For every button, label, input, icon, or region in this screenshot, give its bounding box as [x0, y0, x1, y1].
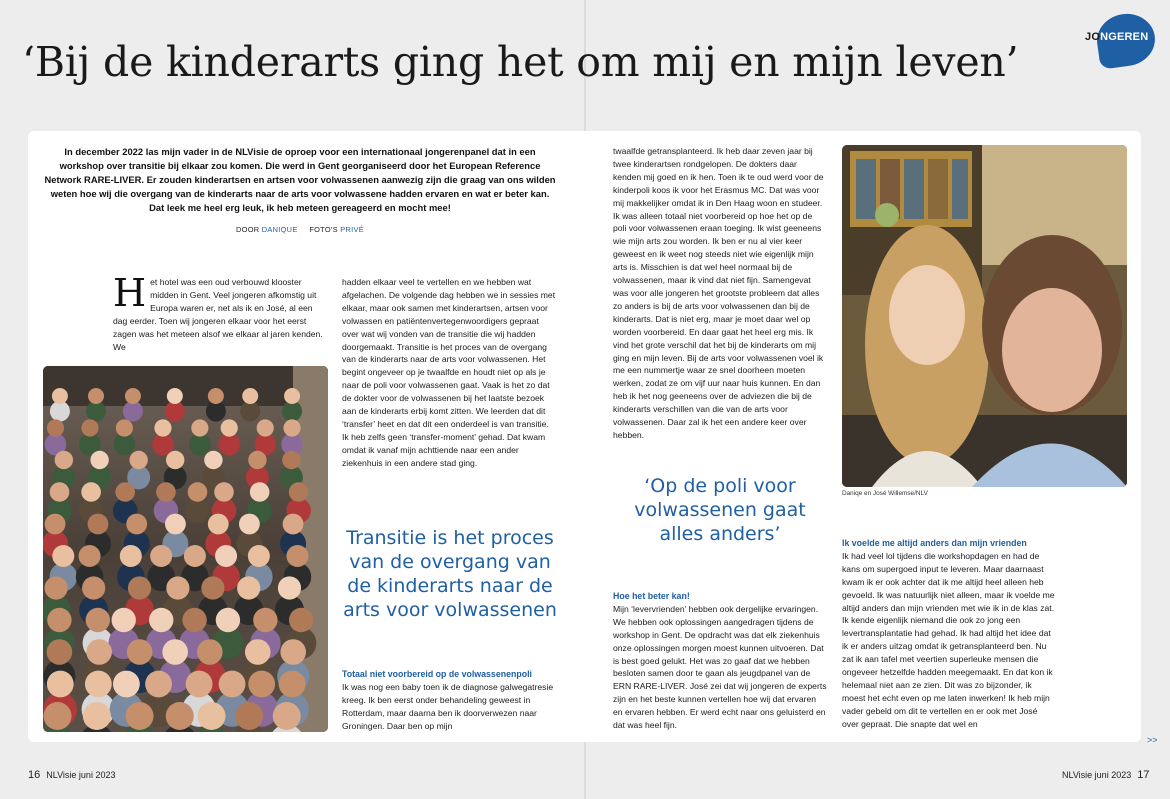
- page-number-left: 16: [28, 769, 41, 781]
- continue-marker: >>: [1147, 735, 1158, 745]
- page-number-right: 17: [1137, 769, 1150, 781]
- footer-left-magazine: NLVisie juni 2023: [46, 770, 116, 780]
- pullquote-transitie: Transitie is het proces van de overgang van de kinderarts naar de arts voor volwassenen: [343, 527, 557, 621]
- column-2-bottom-text: Ik was nog een baby toen ik de diagnose galwegatresie kreeg. Ik ben eerst onder behandeling geweest in Rotterdam, maar daarna ben ik doorverwezen naar Groningen. Daar ben op mijn: [342, 681, 554, 731]
- byline-photo-credit: PRIVÉ: [340, 225, 364, 234]
- article-headline: ‘Bij de kinderarts ging het om mij en mijn leven’: [22, 38, 1019, 86]
- drop-cap: H: [113, 271, 147, 315]
- subhead-voorbereid: Totaal niet voorbereid op de volwassenenpoli: [342, 669, 532, 679]
- footer-right: [1062, 769, 1149, 781]
- section-badge-suffix: NGEREN: [1100, 31, 1149, 43]
- column-3-top: [613, 145, 827, 442]
- column-2-top: [342, 276, 556, 470]
- byline-door: DOOR: [236, 225, 260, 234]
- column-4: [842, 537, 1056, 731]
- portrait-caption: Daniqe en José Willemse/NLV: [842, 490, 928, 497]
- column-2-bottom: [342, 668, 556, 733]
- pullquote-poli: ‘Op de poli voor volwassenen gaat alles anders’: [634, 475, 806, 545]
- subhead-beter: Hoe het beter kan!: [613, 591, 690, 601]
- byline-photos: FOTO'S: [309, 225, 338, 234]
- byline: [44, 225, 556, 234]
- subhead-vrienden: Ik voelde me altijd anders dan mijn vrienden: [842, 538, 1027, 548]
- footer-right-magazine: NLVisie juni 2023: [1062, 770, 1132, 780]
- group-photo-illustration: [43, 366, 328, 732]
- byline-author: DANIQUE: [261, 225, 298, 234]
- group-photo: [43, 366, 328, 732]
- section-badge-label: [1085, 31, 1148, 43]
- footer-left: [28, 769, 115, 781]
- column-4-text: Ik had veel lol tijdens die workshopdagen en had de kans om supergoed input te leveren. Maar daarnaast kwam ik er ook achter dat ik me altijd heel alleen heb gevoeld. Ik was natuurlijk niet alleen, maar ik voelde me altijd anders dan mijn vrienden met wie ik in de klas zat. Ik kende eigenlijk niemand die ook zo jong een levertransplantatie had gehad. Ik had altijd het idee dat ik er anders uitzag omdat ik getransplanteerd ben. Nu zat ik aan tafel met veertien superleuke mensen die ongeveer hetzelfde hadden meegemaakt. En dat kon ik helemaal niet aan ze zien. Dit was zo bijzonder, ik moest het echt even op me laten inwerken! Ik heb mijn vader gebeld om dit te vertellen en er ook met José over gepraat. Die snapte dat wel en: [842, 550, 1055, 729]
- portrait-photo: [842, 145, 1127, 487]
- column-1-body: et hotel was een oud verbouwd klooster midden in Gent. Veel jongeren afkomstig uit Europa waren er, net als ik en José, al een dag eerder. Toen wij jongeren elkaar voor het eerst zagen was het meteen alsof we elkaar al jaren kenden. We: [113, 277, 323, 352]
- column-3-bottom: [613, 590, 827, 732]
- intro-text: In december 2022 las mijn vader in de NLVisie de oproep voor een internationaal jongerenpanel dat in een workshop over transitie bij elkaar zou komen. Die werd in Gent georganiseerd door het European Reference Network RARE-LIVER. Er zouden kinderartsen en artsen voor volwassenen aanwezig zijn die graag van ons wilden weten hoe wij die overgang van de kinderarts naar de arts voor volwassene hadden ervaren en wat er beter kan. Dat leek me heel erg leuk, ik heb meteen gereageerd en mocht mee!: [44, 146, 556, 213]
- column-2-top-text: hadden elkaar veel te vertellen en we hebben wat afgelachen. De volgende dag hebben we in sessies met elkaar, maar ook samen met kinderartsen, artsen voor volwassen en patiëntenvertegenwoordigers gepraat over wat wij vonden van de transitie die wij hadden doorgemaakt. Transitie is het proces van de overgang van de kinderarts naar de arts voor volwassenen. Het begint ongeveer op je twaalfde en houdt niet op als je naar de poli voor volwassenen gaat. Vaak is het zo dat de dokter voor de volwassenen bij het laatste bezoek aan de kinderarts erbij komt zitten. We leerden dat dit ‘transfer’ heet en dat dit een onderdeel is van transitie. Ik heb zelfs geen ‘transfer-moment’ gehad. Dat kwam omdat ik vanaf mijn achttiende naar een ander ziekenhuis in een andere stad ging.: [342, 277, 556, 468]
- section-badge-prefix: JO: [1085, 31, 1101, 43]
- column-3-bottom-text: Mijn ‘levervrienden’ hebben ook dergelijke ervaringen. We hebben ook oplossingen aangedragen tijdens de workshop in Gent. De opdracht was dat elk ziekenhuis onze oplossingen morgen moest kunnen uitvoeren. Dat is best goed gelukt. Het was zo gaaf dat we hebben besloten samen door te gaan als jeugdpanel van de ERN RARE-LIVER. José zei dat wij jongeren de experts zijn en het beste kunnen vertellen hoe wij dat ervaren en ervaren hebben. Er werd echt naar ons geluisterd en dat was heel fijn.: [613, 603, 827, 731]
- portrait-photo-illustration: [842, 145, 1127, 487]
- column-1-text: [113, 271, 325, 353]
- column-3-top-text: twaalfde getransplanteerd. Ik heb daar zeven jaar bij twee kinderartsen rondgelopen. De dokters daar kenden mij goed en ik hen. Toen ik te oud werd voor de kinderpoli koos ik voor het Erasmus MC. Dat was voor mij makkelijker omdat ik in Den Haag woon en studeer. Ik was alleen totaal niet voorbereid op hoe het op de poli voor volwassenen eraan toeging. Ik wist geeneens wie mijn arts zou worden. Ik ben er nu al vier keer geweest en ik weet nog steeds niet wie eigenlijk mijn arts is. Misschien is dat wel heel normaal bij de volwassenen, maar ik vind dat niet fijn. Samengevat was voor alle jongeren het grootste probleem dat alles zo anders is bij de arts voor volwassenen dan bij de kinderarts. Dat is niet erg, maar je moet daar wel op worden voorbereid. En daar gaat het heel erg mis. Ik vind het grote verschil dat het bij de kinderarts om mij ging en mijn leven. Bij de arts voor volwassenen voel ik me een nummertje waar ze snel doorheen moeten werken, zodat ze om vijf uur naar huis kunnen. En dan heb ik het nog geeneens over de adviezen die bij de kinderarts verschillen van die van de arts voor volwassenen. Daar zal ik het een andere keer over hebben.: [613, 146, 824, 440]
